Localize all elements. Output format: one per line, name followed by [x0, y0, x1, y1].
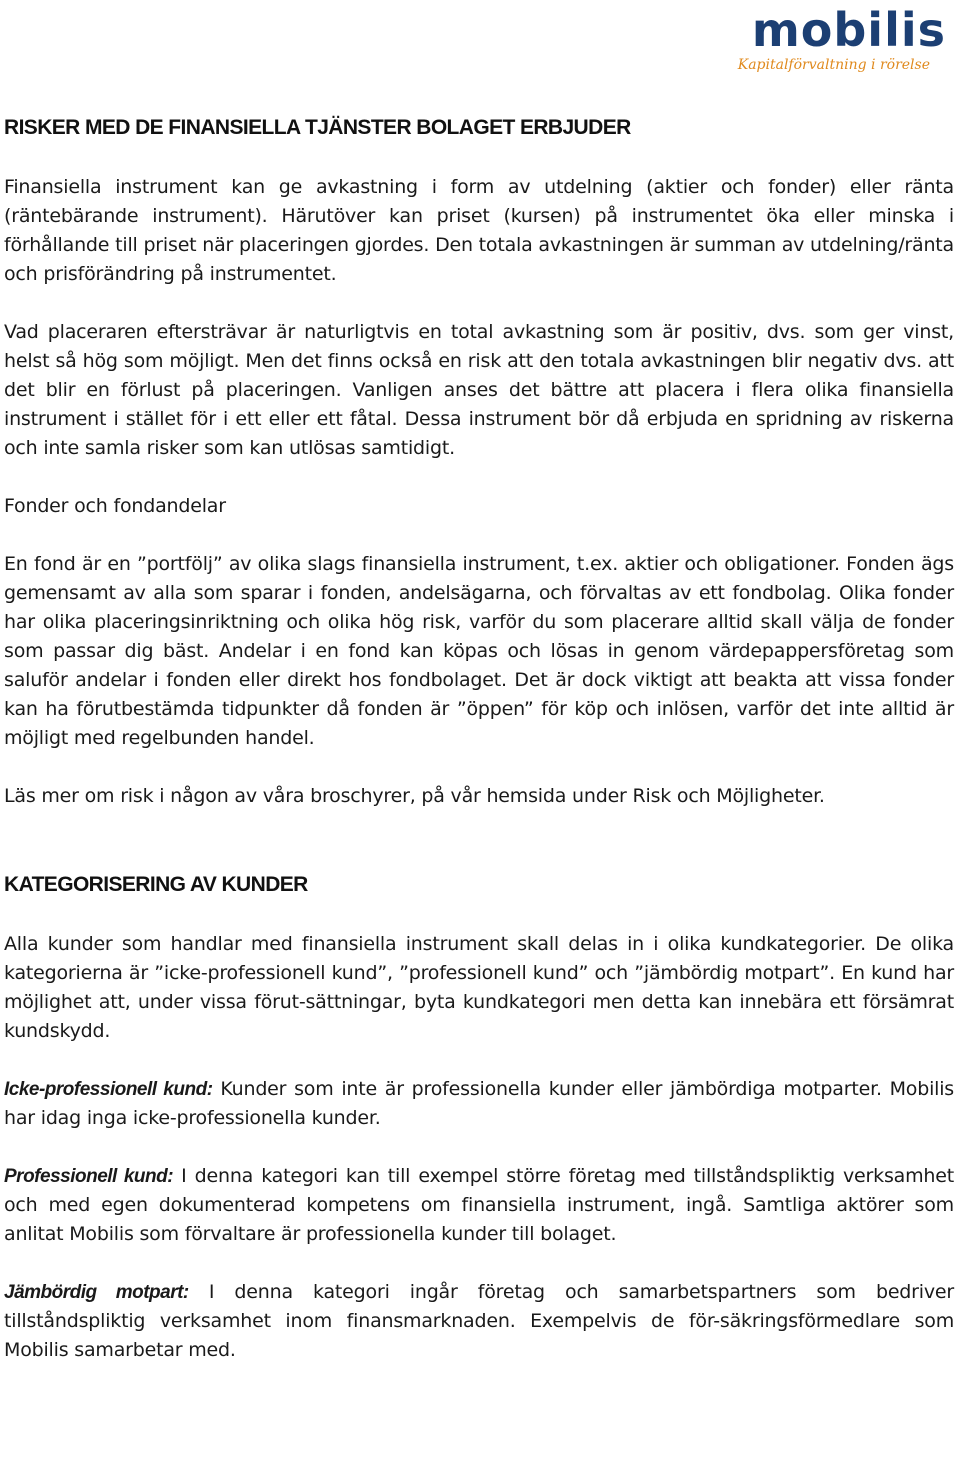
- paragraph-categorisation-intro: Alla kunder som handlar med finansiella instrument skall delas in i olika kundkategorier. De olika kategorierna är ”icke-professionell kund”, ”professionell kund” och ”jämbördig motpart”. En kund har möjlighet att, under vissa förut-sättningar, byta kundkategori men detta kan innebära ett försämrat kundskydd.: [4, 933, 954, 1042]
- section-heading-risks: RISKER MED DE FINANSIELLA TJÄNSTER BOLAGET ERBJUDER: [4, 116, 631, 139]
- category-eligible-counterparty: [4, 1278, 954, 1365]
- category-professional: [4, 1162, 954, 1249]
- category-term: Jämbördig motpart:: [4, 1282, 189, 1303]
- mobilis-logo: [734, 3, 946, 76]
- category-description: I denna kategori kan till exempel större företag med tillståndspliktig verksamhet och med egen dokumenterad kompetens om finansiella instrument, ingå. Samtliga aktörer som anlitat Mobilis som förvaltare är professionella kunder till bolaget.: [4, 1165, 954, 1245]
- paragraph-funds: En fond är en ”portfölj” av olika slags finansiella instrument, t.ex. aktier och obligationer. Fonden ägs gemensamt av alla som sparar i fonden, andelsägarna, och förvaltas av ett fondbolag. Olika fonder har olika placeringsinriktning och olika hög risk, varför du som placerare alltid skall välja de fonder som passar dig bäst. Andelar i en fond kan köpas och lösas in genom värdepappersföretag som saluför andelar i fonden eller direkt hos fondbolaget. Det är dock viktigt att beakta att vissa fonder kan ha förutbestämda tidpunkter då fonden är ”öppen” för köp och inlösen, varför det inte alltid är möjligt med regelbunden handel.: [4, 553, 954, 749]
- section-heading-categorisation: KATEGORISERING AV KUNDER: [4, 873, 308, 896]
- logo-tagline: Kapitalförvaltning i rörelse: [737, 57, 930, 73]
- category-term: Icke-professionell kund:: [4, 1079, 213, 1100]
- category-non-professional: [4, 1075, 954, 1133]
- category-term: Professionell kund:: [4, 1166, 174, 1187]
- subheading-funds: Fonder och fondandelar: [4, 495, 226, 517]
- category-description: Kunder som inte är professionella kunder eller jämbördiga motparter. Mobilis har idag inga icke-professionella kunder.: [4, 1078, 954, 1129]
- paragraph-diversification: Vad placeraren eftersträvar är naturligtvis en total avkastning som är positiv, dvs. som ger vinst, helst så hög som möjligt. Men det finns också en risk att den totala avkastningen blir negativ dvs. att det blir en förlust på placeringen. Vanligen anses det bättre att placera i flera olika finansiella instrument i stället för i ett eller ett fåtal. Dessa instrument bör då erbjuda en spridning av riskerna och inte samla risker som kan utlösas samtidigt.: [4, 321, 954, 459]
- document-body: [4, 112, 954, 1365]
- logo-wordmark: mobilis: [751, 3, 946, 57]
- category-description: I denna kategori ingår företag och samarbetspartners som bedriver tillståndspliktig verksamhet inom finansmarknaden. Exempelvis de för-säkringsförmedlare som Mobilis samarbetar med.: [4, 1281, 955, 1361]
- paragraph-returns: Finansiella instrument kan ge avkastning i form av utdelning (aktier och fonder) eller ränta (räntebärande instrument). Härutöver kan priset (kursen) på instrumentet öka eller minska i förhållande till priset när placeringen gjordes. Den totala avkastningen är summan av utdelning/ränta och prisförändring på instrumentet.: [4, 176, 954, 285]
- paragraph-read-more: Läs mer om risk i någon av våra broschyrer, på vår hemsida under Risk och Möjligheter.: [4, 785, 825, 807]
